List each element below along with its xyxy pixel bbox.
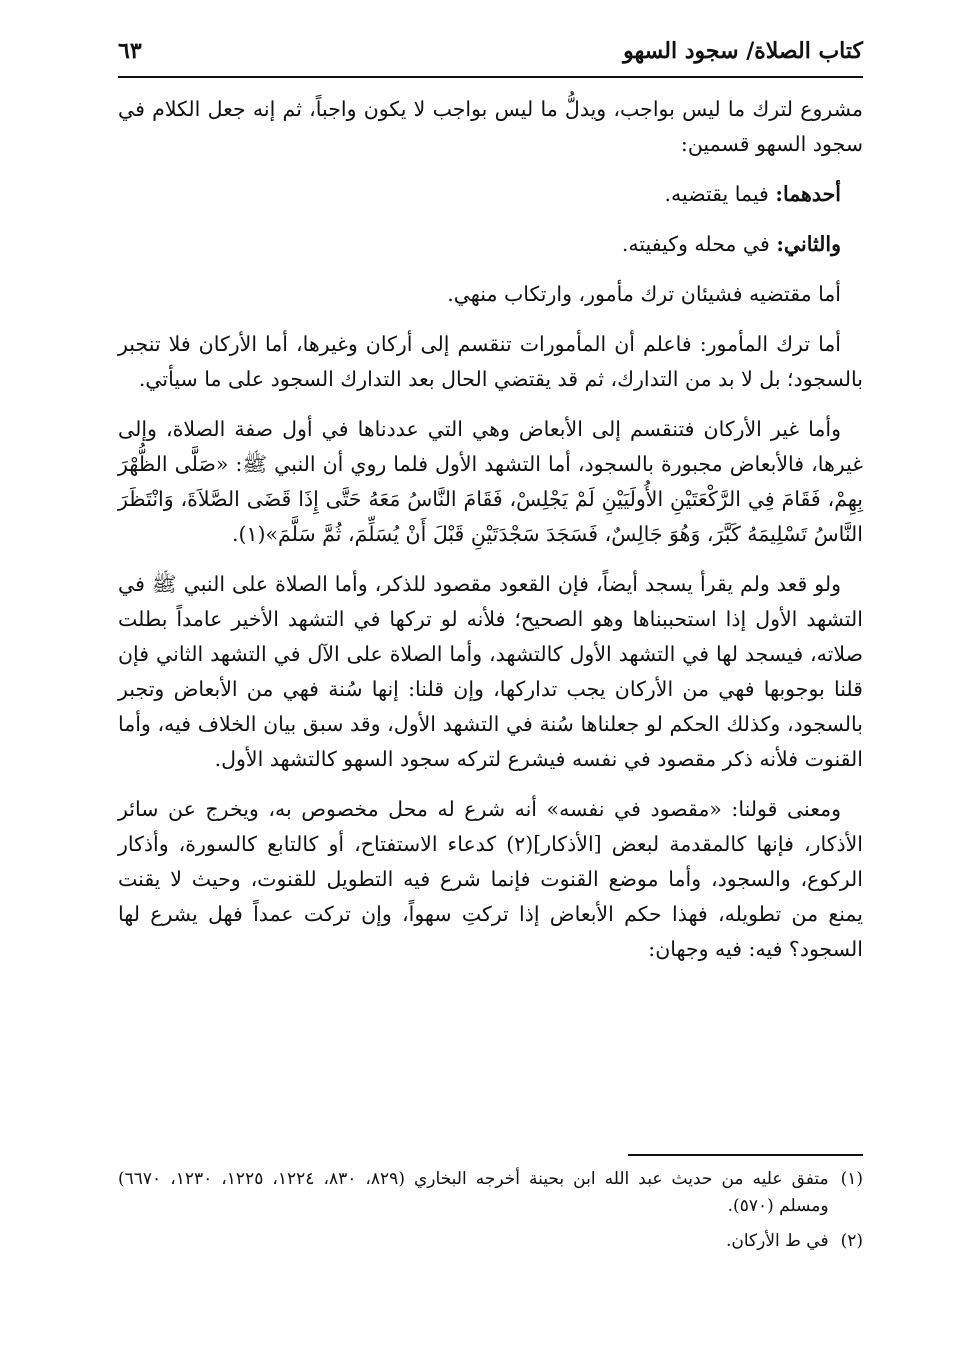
paragraph xyxy=(118,177,863,212)
footnote-divider xyxy=(628,1154,863,1156)
main-text xyxy=(118,92,863,982)
footnote-text: في ط الأركان. xyxy=(725,1231,829,1251)
paragraph xyxy=(118,277,863,312)
footnote-number: (٢) xyxy=(840,1231,863,1251)
paragraph-text: ولو قعد ولم يقرأ يسجد أيضاً، فإن القعود مقصود للذكر، وأما الصلاة على النبي ﷺ في التشهد الأول إذا استحببناها وهو الصحيح؛ فلأنه لو تركها في التشهد الأخير عامداً بطلت صلاته، فيسجد لها في التشهد الأول كالتشهد، وأما الصلاة على الآل في التشهد الثاني فإن قلنا بوجوبها فهي من الأركان يجب تداركها، وإن قلنا: إنها سُنة فهي من الأبعاض وتجبر بالسجود، وكذلك الحكم لو جعلناها سُنة في التشهد الأول، وقد سبق بيان الخلاف فيه، وأما القنوت فلأنه ذكر مقصود في نفسه فيشرع لتركه سجود السهو كالتشهد الأول. xyxy=(118,572,863,771)
paragraph-text: فيما يقتضيه. xyxy=(664,182,769,206)
term-label: والثاني: xyxy=(776,232,841,256)
paragraph xyxy=(118,792,863,967)
footnote xyxy=(118,1228,863,1255)
paragraph xyxy=(118,412,863,552)
paragraph-text: ومعنى قولنا: «مقصود في نفسه» أنه شرع له محل مخصوص به، ويخرج عن سائر الأذكار، فإنها كالمقدمة لبعض [الأذكار](٢) كدعاء الاستفتاح، أو كالتابع كالسورة، وأذكار الركوع، والسجود، وأما موضع القنوت فإنما شرع فيه التطويل للقنوت، وحيث لا يقنت يمنع من تطويله، فهذا حكم الأبعاض إذا تركتِ سهواً، وإن تركت عمداً فهل يشرع لها السجود؟ فيه: فيه وجهان: xyxy=(118,797,864,961)
paragraph xyxy=(118,567,863,777)
footnote-text: متفق عليه من حديث عبد الله ابن بحينة أخرجه البخاري (٨٢٩، ٨٣٠، ١٢٢٤، ١٢٢٥، ١٢٣٠، ٦٦٧٠) ومسلم (٥٧٠). xyxy=(118,1169,829,1216)
footnotes xyxy=(118,1166,863,1263)
header-divider xyxy=(118,76,863,78)
footnote xyxy=(118,1166,863,1220)
chapter-title: كتاب الصلاة/ سجود السهو xyxy=(623,38,863,64)
paragraph-text: مشروع لترك ما ليس بواجب، ويدلُّ ما ليس بواجب لا يكون واجباً، ثم إنه جعل الكلام في سجود السهو قسمين: xyxy=(118,97,863,156)
footnote-number: (١) xyxy=(840,1169,863,1189)
paragraph-text: أما مقتضيه فشيئان ترك مأمور، وارتكاب منهي. xyxy=(447,282,841,306)
paragraph xyxy=(118,92,863,162)
running-header xyxy=(118,34,863,78)
paragraph-text: أما ترك المأمور: فاعلم أن المأمورات تنقسم إلى أركان وغيرها، أما الأركان فلا تنجبر بالسجود؛ بل لا بد من التدارك، ثم قد يقتضي الحال بعد التدارك السجود على ما سيأتي. xyxy=(118,332,863,391)
term-label: أحدهما: xyxy=(775,182,841,206)
page-number: ٦٣ xyxy=(118,38,142,64)
hadith-quote: «صَلَّى الظُّهْرَ بِهِمْ، فَقَامَ فِي الرَّكْعَتَيْنِ الأُولَيَيْنِ لَمْ يَجْلِسْ، فَقَامَ النَّاسُ مَعَهُ حَتَّى إِذَا قَضَى الصَّلاَةَ، وَانْتَظَرَ النَّاسُ تَسْلِيمَهُ كَبَّرَ، وَهُوَ جَالِسٌ، فَسَجَدَ سَجْدَتَيْنِ قَبْلَ أَنْ يُسَلِّمَ، ثُمَّ سَلَّمَ»(١). xyxy=(118,452,863,546)
paragraph xyxy=(118,227,863,262)
paragraph-text: وأما غير الأركان فتنقسم إلى الأبعاض وهي التي عددناها في أول صفة الصلاة، وإلى غيرها، فالأبعاض مجبورة بالسجود، أما التشهد الأول فلما روي أن النبي ﷺ: xyxy=(118,417,863,476)
paragraph-text: في محله وكيفيته. xyxy=(621,232,770,256)
paragraph xyxy=(118,327,863,397)
